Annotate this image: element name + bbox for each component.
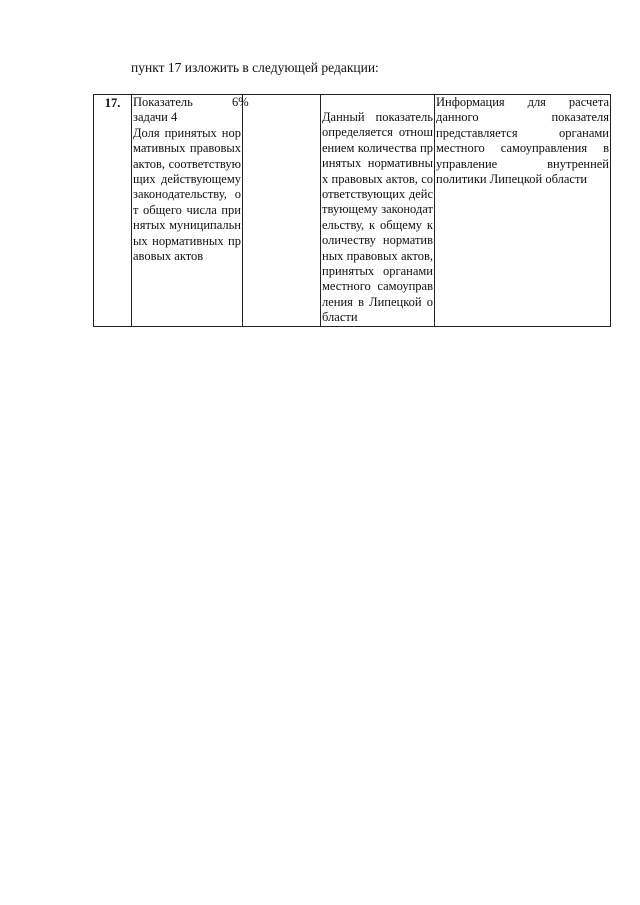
indicator-name-cell	[132, 95, 243, 327]
method-description: Данный показатель определяется отношением количества принятых нормативных правовых актов, соответствующих действующему законодательству, к общему количеству нормативных правовых актов, принятых органами местного самоуправления в Липецкой области	[322, 110, 433, 325]
indicator-label: Показатель	[133, 95, 193, 109]
indicator-value: 6%	[232, 95, 249, 109]
source-description: Информация для расчета данного показателя представляется органами местного самоуправления в управление внутренней политики Липецкой области	[436, 95, 609, 187]
indicator-heading	[133, 95, 241, 110]
indicator-description: Доля принятых нормативных правовых актов, соответствующих действующему законодательству, от общего числа принятых муниципальных нормативных правовых актов	[133, 125, 241, 264]
source-cell	[435, 95, 611, 327]
row-number: 17.	[104, 96, 121, 110]
table-row	[94, 95, 611, 327]
indicator-value-cell	[232, 95, 321, 327]
indicator-table	[93, 94, 611, 327]
method-cell	[321, 95, 435, 327]
row-number-cell	[94, 95, 132, 327]
indicator-task: задачи 4	[133, 110, 178, 125]
intro-text: пункт 17 изложить в следующей редакции:	[131, 60, 379, 75]
